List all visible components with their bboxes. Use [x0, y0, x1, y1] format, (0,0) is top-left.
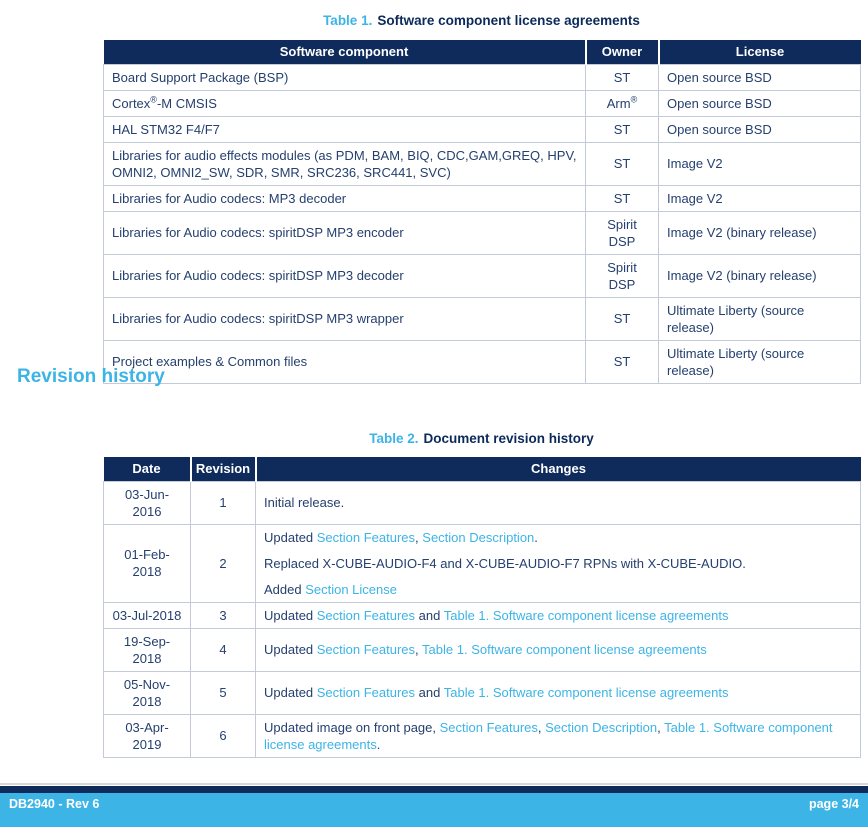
text-run: ,	[657, 719, 665, 735]
text-run: .	[534, 529, 538, 545]
superscript-text: ®	[150, 94, 157, 105]
software-component-cell	[104, 90, 586, 116]
table-header-row	[104, 40, 861, 64]
table-row	[104, 714, 861, 757]
column-header-changes: Changes	[256, 457, 861, 481]
table1-caption	[103, 13, 860, 28]
revision-history-table	[103, 457, 861, 758]
text-run: HAL STM32 F4/F7	[112, 121, 220, 137]
table-row	[104, 254, 861, 297]
text-run: Updated	[264, 607, 317, 623]
cross-reference-link[interactable]: Section License	[305, 581, 397, 597]
cross-reference-link[interactable]: Table 1. Software component license agreements	[422, 642, 707, 657]
text-run: Libraries for audio effects modules (as PDM, BAM, BIQ, CDC,GAM,GREQ, HPV, OMNI2, OMNI2_SW, SDR, SMR, SRC236, SRC441, SVC)	[112, 147, 577, 180]
changes-cell	[256, 481, 861, 524]
owner-cell	[586, 116, 659, 142]
text-run: Libraries for Audio codecs: spiritDSP MP3 wrapper	[112, 311, 404, 326]
software-component-cell	[104, 340, 586, 383]
license-cell: Image V2 (binary release)	[659, 254, 861, 297]
table-row	[104, 524, 861, 602]
license-cell: Image V2	[659, 185, 861, 211]
cross-reference-link[interactable]: Section Features	[439, 719, 538, 735]
column-header-software-component: Software component	[104, 40, 586, 64]
changes-paragraph	[264, 719, 852, 753]
text-run: ST	[613, 354, 631, 369]
text-run: Project examples & Common files	[112, 354, 308, 369]
date-cell: 01-Feb-2018	[104, 524, 191, 602]
column-header-date: Date	[104, 457, 191, 481]
revision-cell: 4	[191, 628, 256, 671]
table-row	[104, 116, 861, 142]
text-run: ,	[415, 642, 423, 657]
software-component-cell	[104, 211, 586, 254]
cross-reference-link[interactable]: Section Features	[316, 685, 416, 700]
text-run: Libraries for Audio codecs: spiritDSP MP3 decoder	[112, 268, 404, 283]
text-run: Board Support Package (BSP)	[112, 69, 289, 85]
footer-doc-ref: DB2940 - Rev 6	[9, 797, 100, 811]
table-row	[104, 90, 861, 116]
footer-accent-bar	[0, 786, 868, 793]
text-run: Spirit DSP	[607, 259, 637, 292]
text-run: Updated	[264, 685, 317, 700]
page-edge-divider	[0, 783, 868, 785]
cross-reference-link[interactable]: Section Description	[545, 719, 658, 735]
owner-cell	[586, 90, 659, 116]
text-run: Added	[264, 581, 306, 597]
table-row	[104, 142, 861, 185]
changes-paragraph	[264, 607, 852, 624]
revision-cell: 5	[191, 671, 256, 714]
license-cell: Open source BSD	[659, 90, 861, 116]
table-row	[104, 481, 861, 524]
owner-cell	[586, 254, 659, 297]
date-cell: 19-Sep-2018	[104, 628, 191, 671]
software-component-cell	[104, 185, 586, 211]
cross-reference-link[interactable]: Table 1. Software component license agreements	[264, 719, 833, 752]
changes-paragraph	[264, 581, 852, 598]
table-header-row	[104, 457, 861, 481]
owner-cell	[586, 297, 659, 340]
text-run: -M CMSIS	[156, 95, 217, 111]
software-component-cell	[104, 297, 586, 340]
text-run: and	[415, 607, 444, 623]
changes-paragraph	[264, 494, 852, 511]
date-cell: 03-Jun-2016	[104, 481, 191, 524]
license-cell: Image V2	[659, 142, 861, 185]
section-heading-revision-history: Revision history	[17, 366, 165, 387]
text-run: Spirit DSP	[607, 216, 637, 249]
changes-cell	[256, 524, 861, 602]
text-run: ST	[613, 121, 631, 137]
cross-reference-link[interactable]: Section Description	[422, 529, 535, 545]
software-component-cell	[104, 254, 586, 297]
revision-cell: 1	[191, 481, 256, 524]
table1-caption-number: Table 1.	[323, 13, 373, 28]
text-run: Libraries for Audio codecs: spiritDSP MP3 encoder	[112, 225, 404, 240]
text-run: ST	[613, 311, 631, 326]
column-header-revision: Revision	[191, 457, 256, 481]
license-cell: Ultimate Liberty (source release)	[659, 297, 861, 340]
changes-cell	[256, 602, 861, 628]
changes-cell	[256, 714, 861, 757]
cross-reference-link[interactable]: Table 1. Software component license agreements	[443, 685, 729, 700]
column-header-license: License	[659, 40, 861, 64]
owner-cell	[586, 340, 659, 383]
table-row	[104, 628, 861, 671]
software-component-cell	[104, 142, 586, 185]
revision-cell: 3	[191, 602, 256, 628]
table-row	[104, 185, 861, 211]
text-run: ST	[613, 190, 631, 206]
cross-reference-link[interactable]: Section Features	[316, 607, 416, 623]
table-row	[104, 671, 861, 714]
table2-caption-number: Table 2.	[369, 431, 419, 446]
changes-paragraph	[264, 641, 852, 658]
table2-caption	[103, 431, 860, 446]
owner-cell	[586, 142, 659, 185]
cross-reference-link[interactable]: Section Features	[316, 642, 416, 657]
text-run: Updated	[264, 529, 317, 545]
column-header-owner: Owner	[586, 40, 659, 64]
table2-caption-title: Document revision history	[423, 431, 594, 446]
changes-paragraph	[264, 555, 852, 572]
table1-caption-title: Software component license agreements	[377, 13, 640, 28]
text-run: ,	[415, 529, 423, 545]
table-row	[104, 64, 861, 90]
text-run: Replaced X-CUBE-AUDIO-F4 and X-CUBE-AUDIO-F7 RPNs with X-CUBE-AUDIO.	[264, 555, 746, 571]
table-row	[104, 602, 861, 628]
owner-cell	[586, 185, 659, 211]
table-row	[104, 211, 861, 254]
date-cell: 05-Nov-2018	[104, 671, 191, 714]
text-run: ST	[613, 69, 631, 85]
changes-paragraph	[264, 684, 852, 701]
changes-cell	[256, 671, 861, 714]
software-component-cell	[104, 64, 586, 90]
license-agreements-table	[103, 40, 861, 384]
text-run: .	[376, 736, 381, 752]
footer-page-number: page 3/4	[808, 797, 859, 811]
license-cell: Image V2 (binary release)	[659, 211, 861, 254]
changes-paragraph	[264, 529, 852, 546]
text-run: Cortex	[112, 95, 151, 111]
cross-reference-link[interactable]: Section Features	[316, 529, 416, 545]
owner-cell	[586, 211, 659, 254]
text-run: Updated image on front page,	[264, 719, 440, 735]
table-row	[104, 297, 861, 340]
changes-cell	[256, 628, 861, 671]
date-cell: 03-Apr-2019	[104, 714, 191, 757]
table-row	[104, 340, 861, 383]
date-cell: 03-Jul-2018	[104, 602, 191, 628]
text-run: ST	[613, 156, 631, 171]
text-run: Arm	[606, 95, 631, 111]
text-run: and	[415, 685, 444, 700]
text-run: Initial release.	[264, 495, 345, 510]
software-component-cell	[104, 116, 586, 142]
owner-cell	[586, 64, 659, 90]
license-cell: Open source BSD	[659, 116, 861, 142]
revision-cell: 6	[191, 714, 256, 757]
license-cell: Ultimate Liberty (source release)	[659, 340, 861, 383]
footer-bar	[0, 793, 868, 827]
text-run: ,	[537, 719, 546, 735]
text-run: Updated	[264, 642, 317, 657]
revision-cell: 2	[191, 524, 256, 602]
superscript-text: ®	[630, 94, 638, 105]
text-run: Libraries for Audio codecs: MP3 decoder	[112, 190, 347, 206]
license-cell: Open source BSD	[659, 64, 861, 90]
cross-reference-link[interactable]: Table 1. Software component license agreements	[443, 607, 729, 623]
